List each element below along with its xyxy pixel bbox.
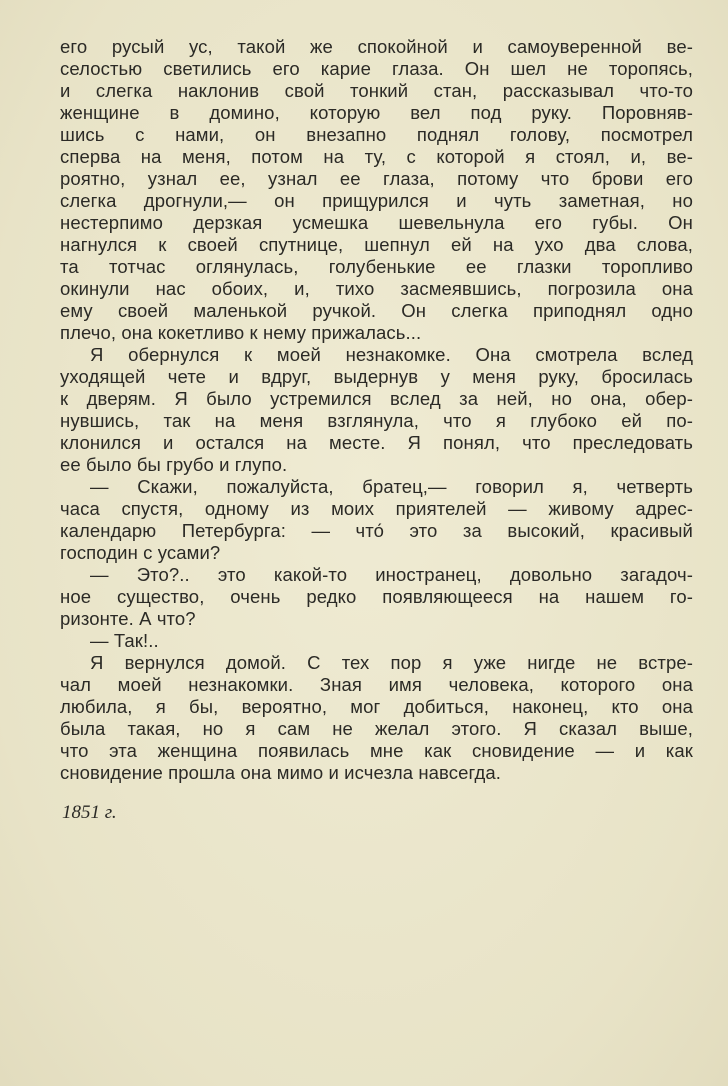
paragraph [60, 564, 693, 630]
text-line: ное существо, очень редко появляющееся на нашем го- [60, 586, 693, 607]
date-line: 1851 г. [62, 802, 117, 823]
text-line: Я обернулся к моей незнакомке. Она смотрела вслед [90, 344, 693, 365]
text-line: к дверям. Я было устремился вслед за ней, но она, обер- [60, 388, 693, 409]
text-line: та тотчас оглянулась, голубенькие ее глазки торопливо [60, 256, 693, 277]
text-line: — Скажи, пожалуйста, братец,— говорил я, четверть [90, 476, 693, 497]
text-line: Я вернулся домой. С тех пор я уже нигде не встре- [90, 652, 693, 673]
text-line: нувшись, так на меня взглянула, что я глубоко ей по- [60, 410, 693, 431]
text-line: календарю Петербурга: — что́ это за высокий, красивый [60, 520, 693, 541]
text-line: окинули нас обоих, и, тихо засмеявшись, погрозила она [60, 278, 693, 299]
page-body [60, 36, 693, 784]
text-line: была такая, но я сам не желал этого. Я сказал выше, [60, 718, 693, 739]
text-line: клонился и остался на месте. Я понял, что преследовать [60, 432, 693, 453]
text-line: часа спустя, одному из моих приятелей — живому адрес- [60, 498, 693, 519]
text-line: и слегка наклонив свой тонкий стан, рассказывал что-то [60, 80, 693, 101]
text-line: чал моей незнакомки. Зная имя человека, которого она [60, 674, 693, 695]
text-line: — Это?.. это какой-то иностранец, довольно загадоч- [90, 564, 693, 585]
text-line: сновидение прошла она мимо и исчезла навсегда. [60, 762, 502, 783]
text-line: нагнулся к своей спутнице, шепнул ей на ухо два слова, [60, 234, 693, 255]
paragraph [60, 630, 693, 652]
text-line: шись с нами, он внезапно поднял голову, посмотрел [60, 124, 693, 145]
text-line: ризонте. А что? [60, 608, 196, 629]
paragraph [60, 652, 693, 784]
text-line: уходящей чете и вдруг, выдернув у меня руку, бросилась [60, 366, 693, 387]
text-line: господин с усами? [60, 542, 221, 563]
text-line: женщине в домино, которую вел под руку. Поровняв- [60, 102, 693, 123]
paragraph [60, 36, 693, 344]
text-line: роятно, узнал ее, узнал ее глаза, потому что брови его [60, 168, 693, 189]
text-line: селостью светились его карие глаза. Он шел не торопясь, [60, 58, 693, 79]
paragraph [60, 476, 693, 564]
text-line: ему своей маленькой ручкой. Он слегка приподнял одно [60, 300, 693, 321]
text-line: — Так!.. [90, 630, 159, 651]
text-line: сперва на меня, потом на ту, с которой я стоял, и, ве- [60, 146, 693, 167]
text-line: любила, я бы, вероятно, мог добиться, наконец, кто она [60, 696, 693, 717]
text-line: его русый ус, такой же спокойной и самоуверенной ве- [60, 36, 693, 57]
text-line: нестерпимо дерзкая усмешка шевельнула его губы. Он [60, 212, 693, 233]
text-line: плечо, она кокетливо к нему прижалась... [60, 322, 422, 343]
text-line: что эта женщина появилась мне как сновидение — и как [60, 740, 693, 761]
text-line: ее было бы грубо и глупо. [60, 454, 288, 475]
paragraph [60, 344, 693, 476]
text-line: слегка дрогнули,— он прищурился и чуть заметная, но [60, 190, 693, 211]
